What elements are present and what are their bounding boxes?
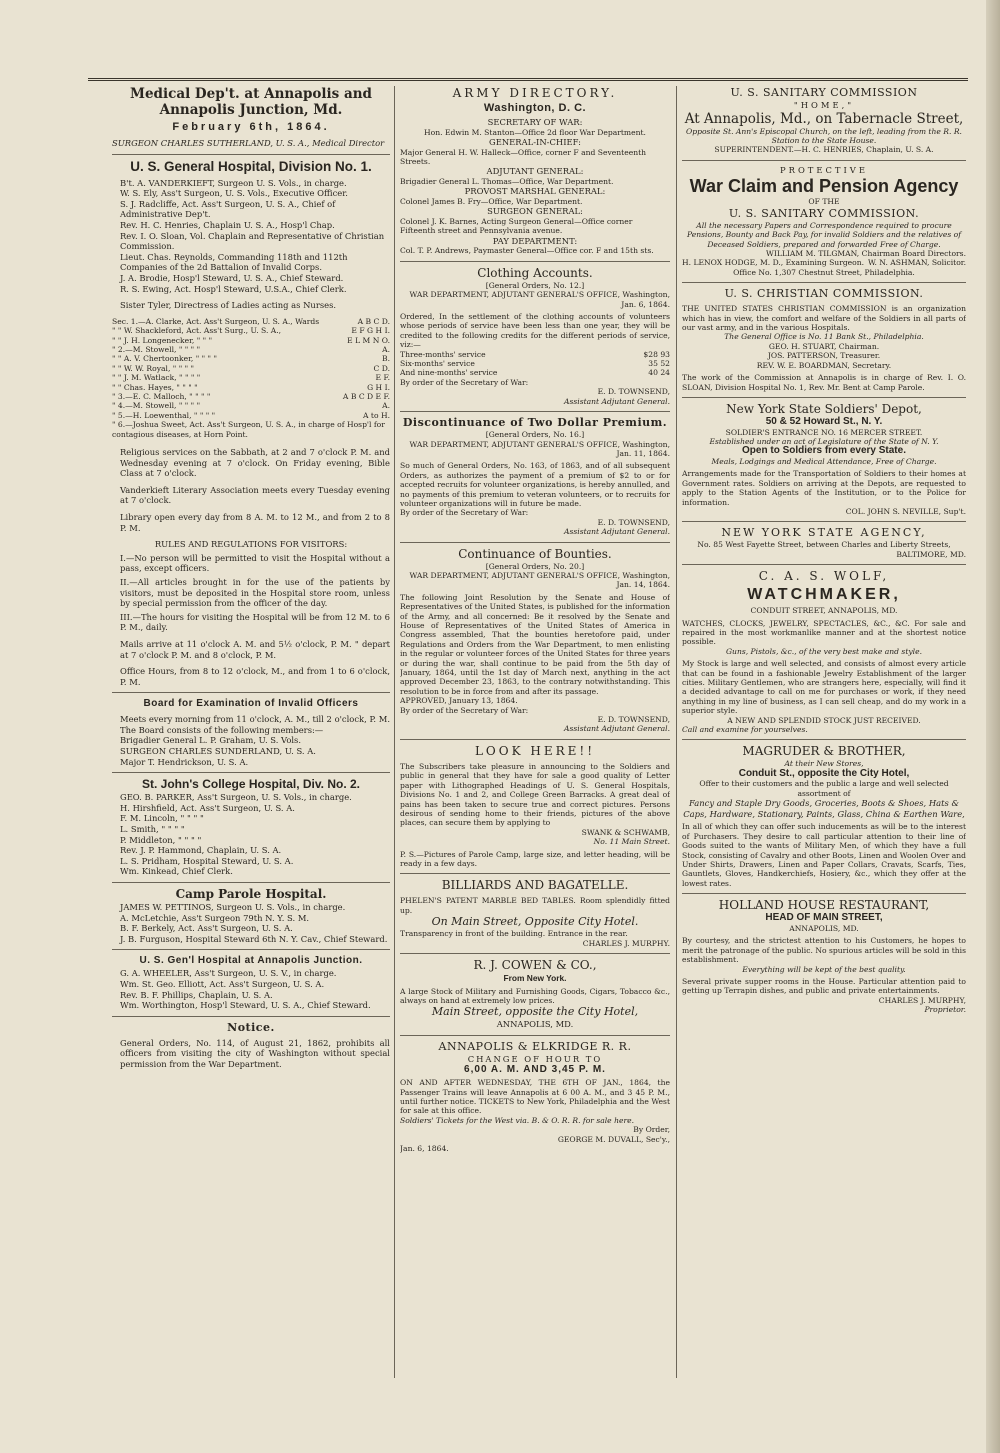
board-title: Board for Examination of Invalid Officers bbox=[143, 698, 359, 710]
ward-row: " " Chas. Hayes, " " " " G H I. bbox=[112, 382, 390, 392]
wolf-title: C. A. S. WOLF, bbox=[758, 569, 890, 584]
ward-row: Sec. 1.—A. Clarke, Act. Ass't Surgeon, U. S. A., Wards A B C D. bbox=[112, 316, 390, 326]
clothing-item: Six-months' service 35 52 bbox=[400, 359, 670, 369]
clothing-item: And nine-months' service 40 24 bbox=[400, 368, 670, 378]
ward-row: " " W. Shackleford, Act. Ass't Surg., U. S. A., E F G H I. bbox=[112, 326, 390, 336]
division1-title: U. S. General Hospital, Division No. 1. bbox=[130, 158, 372, 174]
nurses-note: Sister Tyler, Directress of Ladies acting as Nurses. bbox=[120, 300, 337, 311]
rules-title: RULES AND REGULATIONS FOR VISITORS: bbox=[154, 539, 348, 550]
army-title: ARMY DIRECTORY. bbox=[452, 86, 618, 100]
ny-agency-title: NEW YORK STATE AGENCY, bbox=[721, 526, 927, 540]
board-member: Major T. Hendrickson, U. S. A. bbox=[120, 756, 249, 767]
ward-row: " 5.—H. Loewenthal, " " " " A to H. bbox=[112, 410, 390, 420]
column-rule bbox=[394, 86, 395, 1378]
ward-row: " " W. W. Royal, " " " " C D. bbox=[112, 363, 390, 373]
ward-row: " 2.—M. Stowell, " " " " A. bbox=[112, 344, 390, 354]
library-hours: Library open every day from 8 A. M. to 12 M., and from 2 to 8 P. M. bbox=[120, 511, 390, 533]
ward-row: " 4.—M. Stowell, " " " " A. bbox=[112, 401, 390, 411]
clothing-item: Three-months' service $28 93 bbox=[400, 349, 670, 359]
medical-director: SURGEON CHARLES SUTHERLAND, U. S. A., Medical Director bbox=[112, 138, 385, 148]
mail-times: Mails arrive at 11 o'clock A. M. and 5½ o'clock, P. M. " depart at 7 o'clock P. M. and 8 o'clock, P. M. bbox=[120, 638, 390, 660]
column-ads: U. S. SANITARY COMMISSION "HOME," At Annapolis, Md., on Tabernacle Street, Opposite St. Ann's Episcopal Church, on the left, leading from the R. R. Station to the State House. SUPERINTENDENT.—H. C. HENRIES, Chaplain, U. S. A. PROTECTIVE War Claim and Pension Agency OF THE U. S. SANITARY COMMISSION. All the necessary Papers and Correspondence required to procure Pensions, Bounty and Back Pay, for invalid Soldiers and the relatives of Deceased Soldiers, prepared and forwarded Free of Charge. WILLIAM M. TILGMAN, Chairman Board Directors. H. LENOX HODGE, M. D., Examining Surgeon. W. N. ASHMAN, Solicitor. Office No. 1,307 Chestnut Street, Philadelphia. U. S. CHRISTIAN COMMISSION. THE UNITED STATES CHRISTIAN COMMISSION is an organization which has in view, the comfort and welfare of the Soldiers in all parts of our vast army, and in the various Hospitals. The General Office is No. 11 Bank St., Philadelphia. GEO. H. STUART, Chairman. JOS. PATTERSON, Treasurer. REV. W. E. BOARDMAN, Secretary. The work of the Commission at Annapolis is in charge of Rev. I. O. SLOAN, Division Hospital No. 1, Rev. Mr. Bent at Camp Parole. New York State Soldiers' Depot, 50 & 52 Howard St., N. Y. SOLDIER'S ENTRANCE NO. 16 MERCER STREET. Established under an act of Legislature of the State of N. Y. Open to Soldiers from every State. Meals, Lodgings and Medical Attendance, Free of Charge. Arrangements made for the Transportation of Soldiers to their homes at Government rates. Soldiers on arriving at the Depots, are requested to apply to the Station Agents of the Institution, or to the Police for information. COL. JOHN S. NEVILLE, Sup't. NEW YORK STATE AGENCY, No. 85 West Fayette Street, between Charles and Liberty Streets, BALTIMORE, MD. C. A. S. WOLF, WATCHMAKER, CONDUIT STREET, ANNAPOLIS, MD. WATCHES, CLOCKS, JEWELRY, SPECTACLES, &C., &C. For sale and repaired in the most workmanlike manner and at the shortest notice possible. Guns, Pistols, &c., of the very best make and style. My Stock is large and well selected, and consists of almost every article that can be found in a fashionable Jewelry Establishment of the larger cities. Military Gentlemen, who are strangers here, especially, will find it a decided advantage to call on me for purchases or work, if they need anything in my line of business, as I can sell cheap, and do my work in a superior style. A NEW AND SPLENDID STOCK JUST RECEIVED. Call and examine for yourselves. MAGRUDER & BROTHER, At their New Stores, Conduit St., opposite the City Hotel, Offer to their customers and the public a large and well selected assortment of Fancy and Staple Dry Goods, Groceries, Boots & Shoes, Hats & Caps, Hardware, Stationary, Paints, Glass, China & Earthen Ware, In all of which they can offer such inducements as will be to the interest of Purchasers. They desire to call particular attention to their line of Goods suited to the wants of Military Men, of which they have a full Stock, consisting of Cavalry and other Boots, Linen and Woolen Over and Under Shirts, Drawers, Linen and Paper Collars, Cravats, Scarfs, Ties, Gauntlets, Gloves, Handkerchiefs, Hosiery, &c., which they offer at the lowest rates. HOLLAND HOUSE RESTAURANT, HEAD OF MAIN STREET, ANNAPOLIS, MD. By courtesy, and the strictest attention to his Customers, he hopes to merit the patronage of the public. No spurious articles will be sold in this establishment. Everything will be kept of the best quality. Several private supper rooms in the House. Particular attention paid to getting up Terrapin dishes, and public and private entertainments. CHARLES J. MURPHY, Proprietor. bbox=[682, 86, 966, 1015]
medical-date: February 6th, 1864. bbox=[172, 121, 330, 133]
ward-row: " " J. H. Longenecker, " " " E L M N O. bbox=[112, 335, 390, 345]
column-army: ARMY DIRECTORY. Washington, D. C. SECRETARY OF WAR: Hon. Edwin M. Stanton—Office 2d floor War Department. GENERAL-IN-CHIEF: Major General H. W. Halleck—Office, corner F and Seventeenth Streets. ADJUTANT GENERAL: Brigadier General L. Thomas—Office, War Department. PROVOST MARSHAL GENERAL: Colonel James B. Fry—Office, War Department. SURGEON GENERAL: Colonel J. K. Barnes, Acting Surgeon General—Office corner Fifteenth street and Pennsylvania avenue. PAY DEPARTMENT: Col. T. P. Andrews, Paymaster General—Office cor. F and 15th sts. Clothing Accounts. [General Orders, No. 12.] WAR DEPARTMENT, ADJUTANT GENERAL'S OFFICE, Washington, Jan. 6, 1864. Ordered, In the settlement of the clothing accounts of volunteers whose periods of service have been less than one year, they will be credited to the following credits for the different periods of service, viz:— Three-months' service $28 93 Six-months' service 35 52 And nine-months' service 40 24 By order of the Secretary of War: E. D. TOWNSEND, Assistant Adjutant General. Discontinuance of Two Dollar Premium. [General Orders, No. 16.] WAR DEPARTMENT, ADJUTANT GENERAL'S OFFICE, Washington, Jan. 11, 1864. So much of General Orders, No. 163, of 1863, and of all subsequent Orders, as authorizes the payment of a premium of $2 to or for accepted recruits for volunteer organizations, is hereby annulled, and no payments of this premium to veteran volunteers, or to recruits for volunteer organizations will in future be made. By order of the Secretary of War: E. D. TOWNSEND, Assistant Adjutant General. Continuance of Bounties. [General Orders, No. 20.] WAR DEPARTMENT, ADJUTANT GENERAL'S OFFICE, Washington, Jan. 14, 1864. The following Joint Resolution by the Senate and House of Representatives of the United States, is published for the information of the Army, and all concerned: Be it resolved by the Senate and House of Representatives of the United States of America in Congress assembled, That the bounties heretofore paid, under Regulations and Orders from the War Department, to men enlisting in the regular or volunteer forces of the United States for three years or during the war, shall continue to be paid from the 5th day of January, 1864, until the 1st day of March next, anything in the act approved December 23, 1863, to the contrary notwithstanding. This resolution to be in force from and after its passage. APPROVED, January 13, 1864. By order of the Secretary of War: E. D. TOWNSEND, Assistant Adjutant General. LOOK HERE!! The Subscribers take pleasure in announcing to the Soldiers and public in general that they have for sale a good quality of Letter paper with Lithographed Headings of U. S. General Hospitals, Divisions No. 1 and 2, and College Green Barracks. A great deal of pains has been taken to secure true and correct pictures. Persons desirous of sending home to their friends, pictures of the above places, can secure them by applying to SWANK & SCHWAMB, No. 11 Main Street. P. S.—Pictures of Parole Camp, large size, and letter heading, will be ready in a few days. BILLIARDS AND BAGATELLE. PHELEN'S PATENT MARBLE BED TABLES. Room splendidly fitted up. On Main Street, Opposite City Hotel. Transparency in front of the building. Entrance in the rear. CHARLES J. MURPHY. R. J. COWEN & CO., From New York. A large Stock of Military and Furnishing Goods, Cigars, Tobacco &c., always on hand at extremely low prices. Main Street, opposite the City Hotel, ANNAPOLIS, MD. ANNAPOLIS & ELKRIDGE R. R. CHANGE OF HOUR TO 6,00 A. M. AND 3,45 P. M. ON AND AFTER WEDNESDAY, THE 6TH OF JAN., 1864, the Passenger Trains will leave Annapolis at 6 00 A. M., and 3 45 P. M., until further notice. TICKETS to New York, Philadelphia and the West for sale at this office. Soldiers' Tickets for the West via. B. & O. R. R. for sale here. By Order, GEORGE M. DUVALL, Sec'y., Jan. 6, 1864. bbox=[400, 86, 670, 1153]
rule-item: I.—No person will be permitted to visit the Hospital without a pass, except officers. bbox=[120, 552, 390, 574]
board-text: Meets every morning from 11 o'clock, A. M., till 2 o'clock, P. M. The Board consists of the following members:— bbox=[120, 714, 390, 735]
look-here-title: LOOK HERE!! bbox=[474, 743, 596, 758]
discontinuance-title: Discontinuance of Two Dollar Premium. bbox=[402, 416, 668, 430]
division2-title: St. John's College Hospital, Div. No. 2. bbox=[142, 777, 360, 792]
junction-title: U. S. Gen'l Hospital at Annapolis Junction. bbox=[139, 955, 363, 967]
medical-title: Medical Dep't. at Annapolis and Annapolis Junction, Md. bbox=[130, 86, 372, 118]
clothing-title: Clothing Accounts. bbox=[477, 265, 593, 280]
religious-services: Religious services on the Sabbath, at 2 and 7 o'clock P. M. and Wednesday evening at 7 o'clock. On Friday evening, Bible Class at 7 o'clock. bbox=[120, 447, 390, 479]
magruder-title: MAGRUDER & BROTHER, bbox=[742, 744, 906, 759]
war-claim-title: War Claim and Pension Agency bbox=[689, 176, 959, 197]
ny-depot-title: New York State Soldiers' Depot, bbox=[726, 401, 922, 416]
ward-row: " 3.—E. C. Malloch, " " " " A B C D E F. bbox=[112, 391, 390, 401]
column-rule bbox=[676, 86, 677, 1378]
column-medical: Medical Dep't. at Annapolis and Annapolis Junction, Md. February 6th, 1864. SURGEON CHARLES SUTHERLAND, U. S. A., Medical Director U. S. General Hospital, Division No. 1. B't. A. VANDERKIEFT, Surgeon U. S. Vols., in charge. W. S. Ely, Ass't Surgeon, U. S. Vols., Executive Officer. S. J. Radcliffe, Act. Ass't Surgeon, U. S. A., Chief of Administrative Dep't. Rev. H. C. Henries, Chaplain U. S. A., Hosp'l Chap. Rev. I. O. Sloan, Vol. Chaplain and Representative of Christian Commission. Lieut. Chas. Reynolds, Commanding 118th and 112th Companies of the 2d Battalion of Invalid Corps. J. A. Brodie, Hosp'l Steward, U. S. A., Chief Steward. R. S. Ewing, Act. Hosp'l Steward, U.S.A., Chief Clerk. Sister Tyler, Directress of Ladies acting as Nurses. Sec. 1.—A. Clarke, Act. Ass't Surgeon, U. S. A., Wards A B C D. " " W. Shackleford, Act. Ass't Surg., U. S. A., E F G H I. " " J. H. Longenecker, " " " E L M N O. " 2.—M. Stowell, " " " " A. " " A. V. Chertoonker, " " " " B. " " W. W. Royal, " " " " C D. " " J. M. Watlack, " " " " E F. " " Chas. Hayes, " " " " G H I. " 3.—E. C. Malloch, " " " " A B C D E F. " 4.—M. Stowell, " " " " A. " 5.—H. Loewenthal, " " " " A to H. " 6.—Joshua Sweet, Act. Ass't Surgeon, U. S. A., in charge of Hosp'l for contagious diseases, at Horn Point. Religious services on the Sabbath, at 2 and 7 o'clock P. M. and Wednesday evening at 7 o'clock. On Friday evening, Bible Class at 7 o'clock. Vanderkieft Literary Association meets every Tuesday evening at 7 o'clock. Library open every day from 8 A. M. to 12 M., and from 2 to 8 P. M. RULES AND REGULATIONS FOR VISITORS: I.—No person will be permitted to visit the Hospital without a pass, except officers. II.—All articles brought in for the use of the patients by visitors, must be deposited in the Hospital store room, unless by special permission from the officer of the day. III.—The hours for visiting the Hospital will be from 12 M. to 6 P. M., daily. Mails arrive at 11 o'clock A. M. and 5½ o'clock, P. M. " depart at 7 o'clock P. M. and 8 o'clock, P. M. Office Hours, from 8 to 12 o'clock, M., and from 1 to 6 o'clock, P. M. Board for Examination of Invalid Officers Meets every morning from 11 o'clock, A. M., till 2 o'clock, P. M. The Board consists of the following members:— Brigadier General L. P. Graham, U. S. Vols. SURGEON CHARLES SUNDERLAND, U. S. A. Major T. Hendrickson, U. S. A. St. John's College Hospital, Div. No. 2. GEO. B. PARKER, Ass't Surgeon, U. S. Vols., in charge. H. Hirshfield, Act. Ass't Surgeon, U. S. A. F. M. Lincoln, " " " " L. Smith, " " " " P. Middleton, " " " " Rev. J. P. Hammond, Chaplain, U. S. A. L. S. Pridham, Hospital Steward, U. S. A. Wm. Kinkead, Chief Clerk. Camp Parole Hospital. JAMES W. PETTINOS, Surgeon U. S. Vols., in charge. A. McLetchie, Ass't Surgeon 79th N. Y. S. M. B. F. Berkely, Act. Ass't Surgeon, U. S. A. J. B. Furguson, Hospital Steward 6th N. Y. Cav., Chief Steward. U. S. Gen'l Hospital at Annapolis Junction. G. A. WHEELER, Ass't Surgeon, U. S. V., in charge. Wm. St. Geo. Elliott, Act. Ass't Surgeon, U. S. A. Rev. B. F. Phillips, Chaplain, U. S. A. Wm. Worthington, Hosp'l Steward, U. S. A., Chief Steward. Notice. General Orders, No. 114, of August 21, 1862, prohibits all officers from visiting the city of Washington without special permission from the War Department. bbox=[112, 86, 390, 1069]
rule-item: III.—The hours for visiting the Hospital will be from 12 M. to 6 P. M., daily. bbox=[120, 611, 390, 633]
parole-title: Camp Parole Hospital. bbox=[175, 887, 327, 901]
newspaper-page bbox=[88, 78, 968, 1378]
railroad-title: ANNAPOLIS & ELKRIDGE R. R. bbox=[438, 1039, 632, 1053]
cowen-title: R. J. COWEN & CO., bbox=[473, 957, 597, 972]
rule-item: II.—All articles brought in for the use of the patients by visitors, must be deposited in the Hospital store room, unless by special permission from the officer of the day. bbox=[120, 576, 390, 609]
notice-title: Notice. bbox=[227, 1020, 275, 1034]
ward-row: " " A. V. Chertoonker, " " " " B. bbox=[112, 354, 390, 364]
literary-association: Vanderkieft Literary Association meets every Tuesday evening at 7 o'clock. bbox=[120, 484, 390, 506]
ward-list bbox=[112, 317, 390, 439]
board-member: Brigadier General L. P. Graham, U. S. Vols. bbox=[120, 735, 302, 746]
ward-note: " 6.—Joshua Sweet, Act. Ass't Surgeon, U. S. A., in charge of Hosp'l for contagious diseases, at Horn Point. bbox=[112, 420, 385, 439]
page-spine bbox=[986, 0, 1000, 1453]
division1-staff: B't. A. VANDERKIEFT, Surgeon U. S. Vols., in charge. W. S. Ely, Ass't Surgeon, U. S. Vols., Executive Officer. S. J. Radcliffe, Act. Ass't Surgeon, U. S. A., Chief of Administrative Dep't. Rev. H. C. Henries, Chaplain U. S. A., Hosp'l Chap. Rev. I. O. Sloan, Vol. Chaplain and Representative of Christian Commission. Lieut. Chas. Reynolds, Commanding 118th and 112th Companies of the 2d Battalion of Invalid Corps. J. A. Brodie, Hosp'l Steward, U. S. A., Chief Steward. R. S. Ewing, Act. Hosp'l Steward, U.S.A., Chief Clerk. bbox=[120, 177, 385, 294]
bounties-title: Continuance of Bounties. bbox=[458, 546, 612, 561]
board-member: SURGEON CHARLES SUNDERLAND, U. S. A. bbox=[120, 746, 316, 757]
top-rule bbox=[88, 78, 968, 81]
army-place: Washington, D. C. bbox=[483, 102, 587, 114]
office-hours: Office Hours, from 8 to 12 o'clock, M., and from 1 to 6 o'clock, P. M. bbox=[120, 666, 390, 687]
billiards-title: BILLIARDS AND BAGATELLE. bbox=[441, 878, 629, 893]
holland-title: HOLLAND HOUSE RESTAURANT, bbox=[718, 898, 930, 913]
christian-title: U. S. CHRISTIAN COMMISSION. bbox=[724, 287, 924, 301]
sanitary-title: U. S. SANITARY COMMISSION bbox=[730, 86, 918, 99]
ward-row: " " J. M. Watlack, " " " " E F. bbox=[112, 373, 390, 383]
notice-text: General Orders, No. 114, of August 21, 1862, prohibits all officers from visiting the city of Washington without special permission from the War Department. bbox=[120, 1037, 390, 1069]
